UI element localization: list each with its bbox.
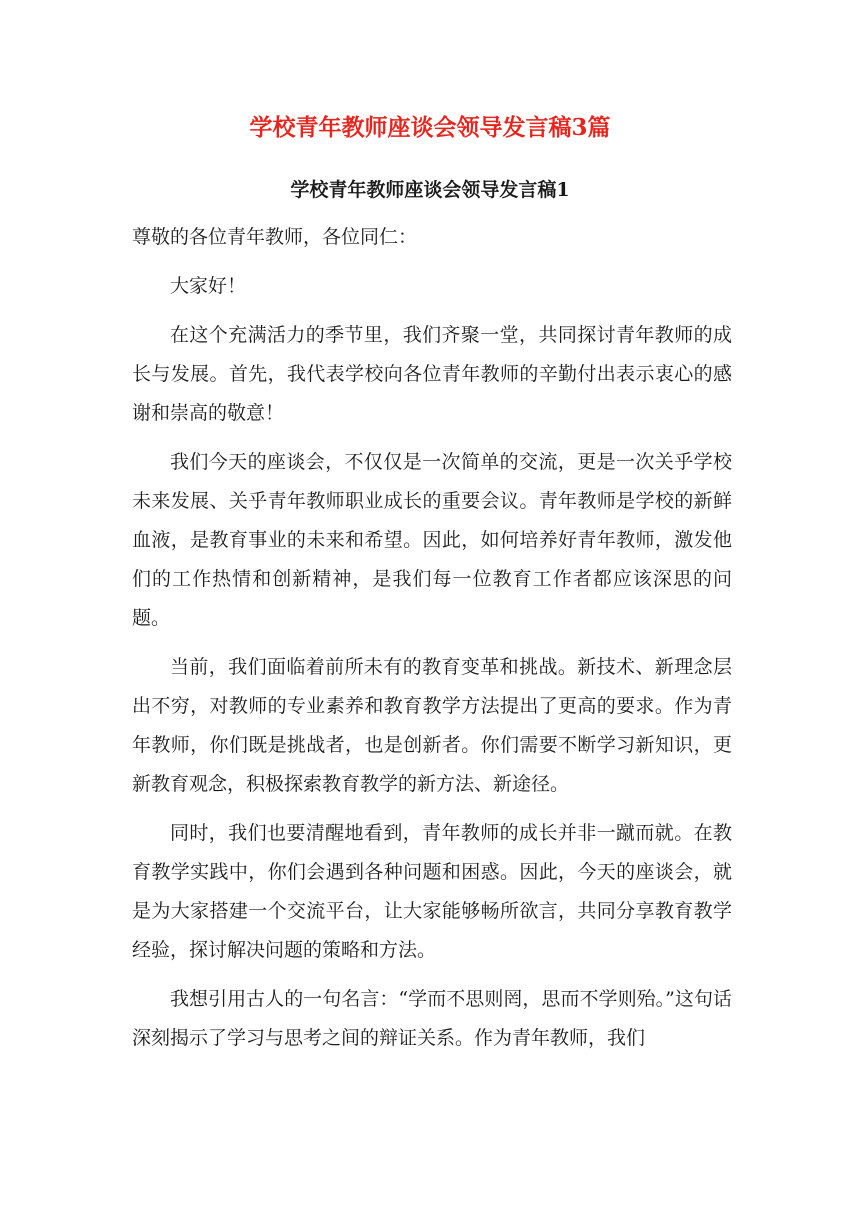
paragraph-greeting: 大家好！ — [170, 275, 247, 297]
paragraph-4: 同时，我们也要清醒地看到，青年教师的成长并非一蹴而就。在教育教学实践中，你们会遇到各种问题和困惑。因此，今天的座谈会，就是为大家搭建一个交流平台，让大家能够畅所欲言，共同分享教育教学经验，探讨解决问题的策略和方法。 — [132, 822, 732, 961]
paragraph-5: 我想引用古人的一句名言：“学而不思则罔，思而不学则殆。”这句话深刻揭示了学习与思考之间的辩证关系。作为青年教师，我们 — [132, 988, 732, 1049]
section-title: 学校青年教师座谈会领导发言稿1 — [290, 179, 570, 201]
document-body — [132, 218, 732, 1068]
salutation: 尊敬的各位青年教师，各位同仁： — [132, 226, 418, 248]
paragraph-1: 在这个充满活力的季节里，我们齐聚一堂，共同探讨青年教师的成长与发展。首先，我代表学校向各位青年教师的辛勤付出表示衷心的感谢和崇高的敬意！ — [132, 324, 732, 424]
paragraph-2: 我们今天的座谈会，不仅仅是一次简单的交流，更是一次关乎学校未来发展、关乎青年教师职业成长的重要会议。青年教师是学校的新鲜血液，是教育事业的未来和希望。因此，如何培养好青年教师，激发他们的工作热情和创新精神，是我们每一位教育工作者都应该深思的问题。 — [132, 451, 732, 629]
paragraph-3: 当前，我们面临着前所未有的教育变革和挑战。新技术、新理念层出不穷，对教师的专业素养和教育教学方法提出了更高的要求。作为青年教师，你们既是挑战者，也是创新者。你们需要不断学习新知识，更新教育观念，积极探索教育教学的新方法、新途径。 — [132, 656, 732, 795]
document-title: 学校青年教师座谈会领导发言稿3篇 — [249, 114, 611, 141]
